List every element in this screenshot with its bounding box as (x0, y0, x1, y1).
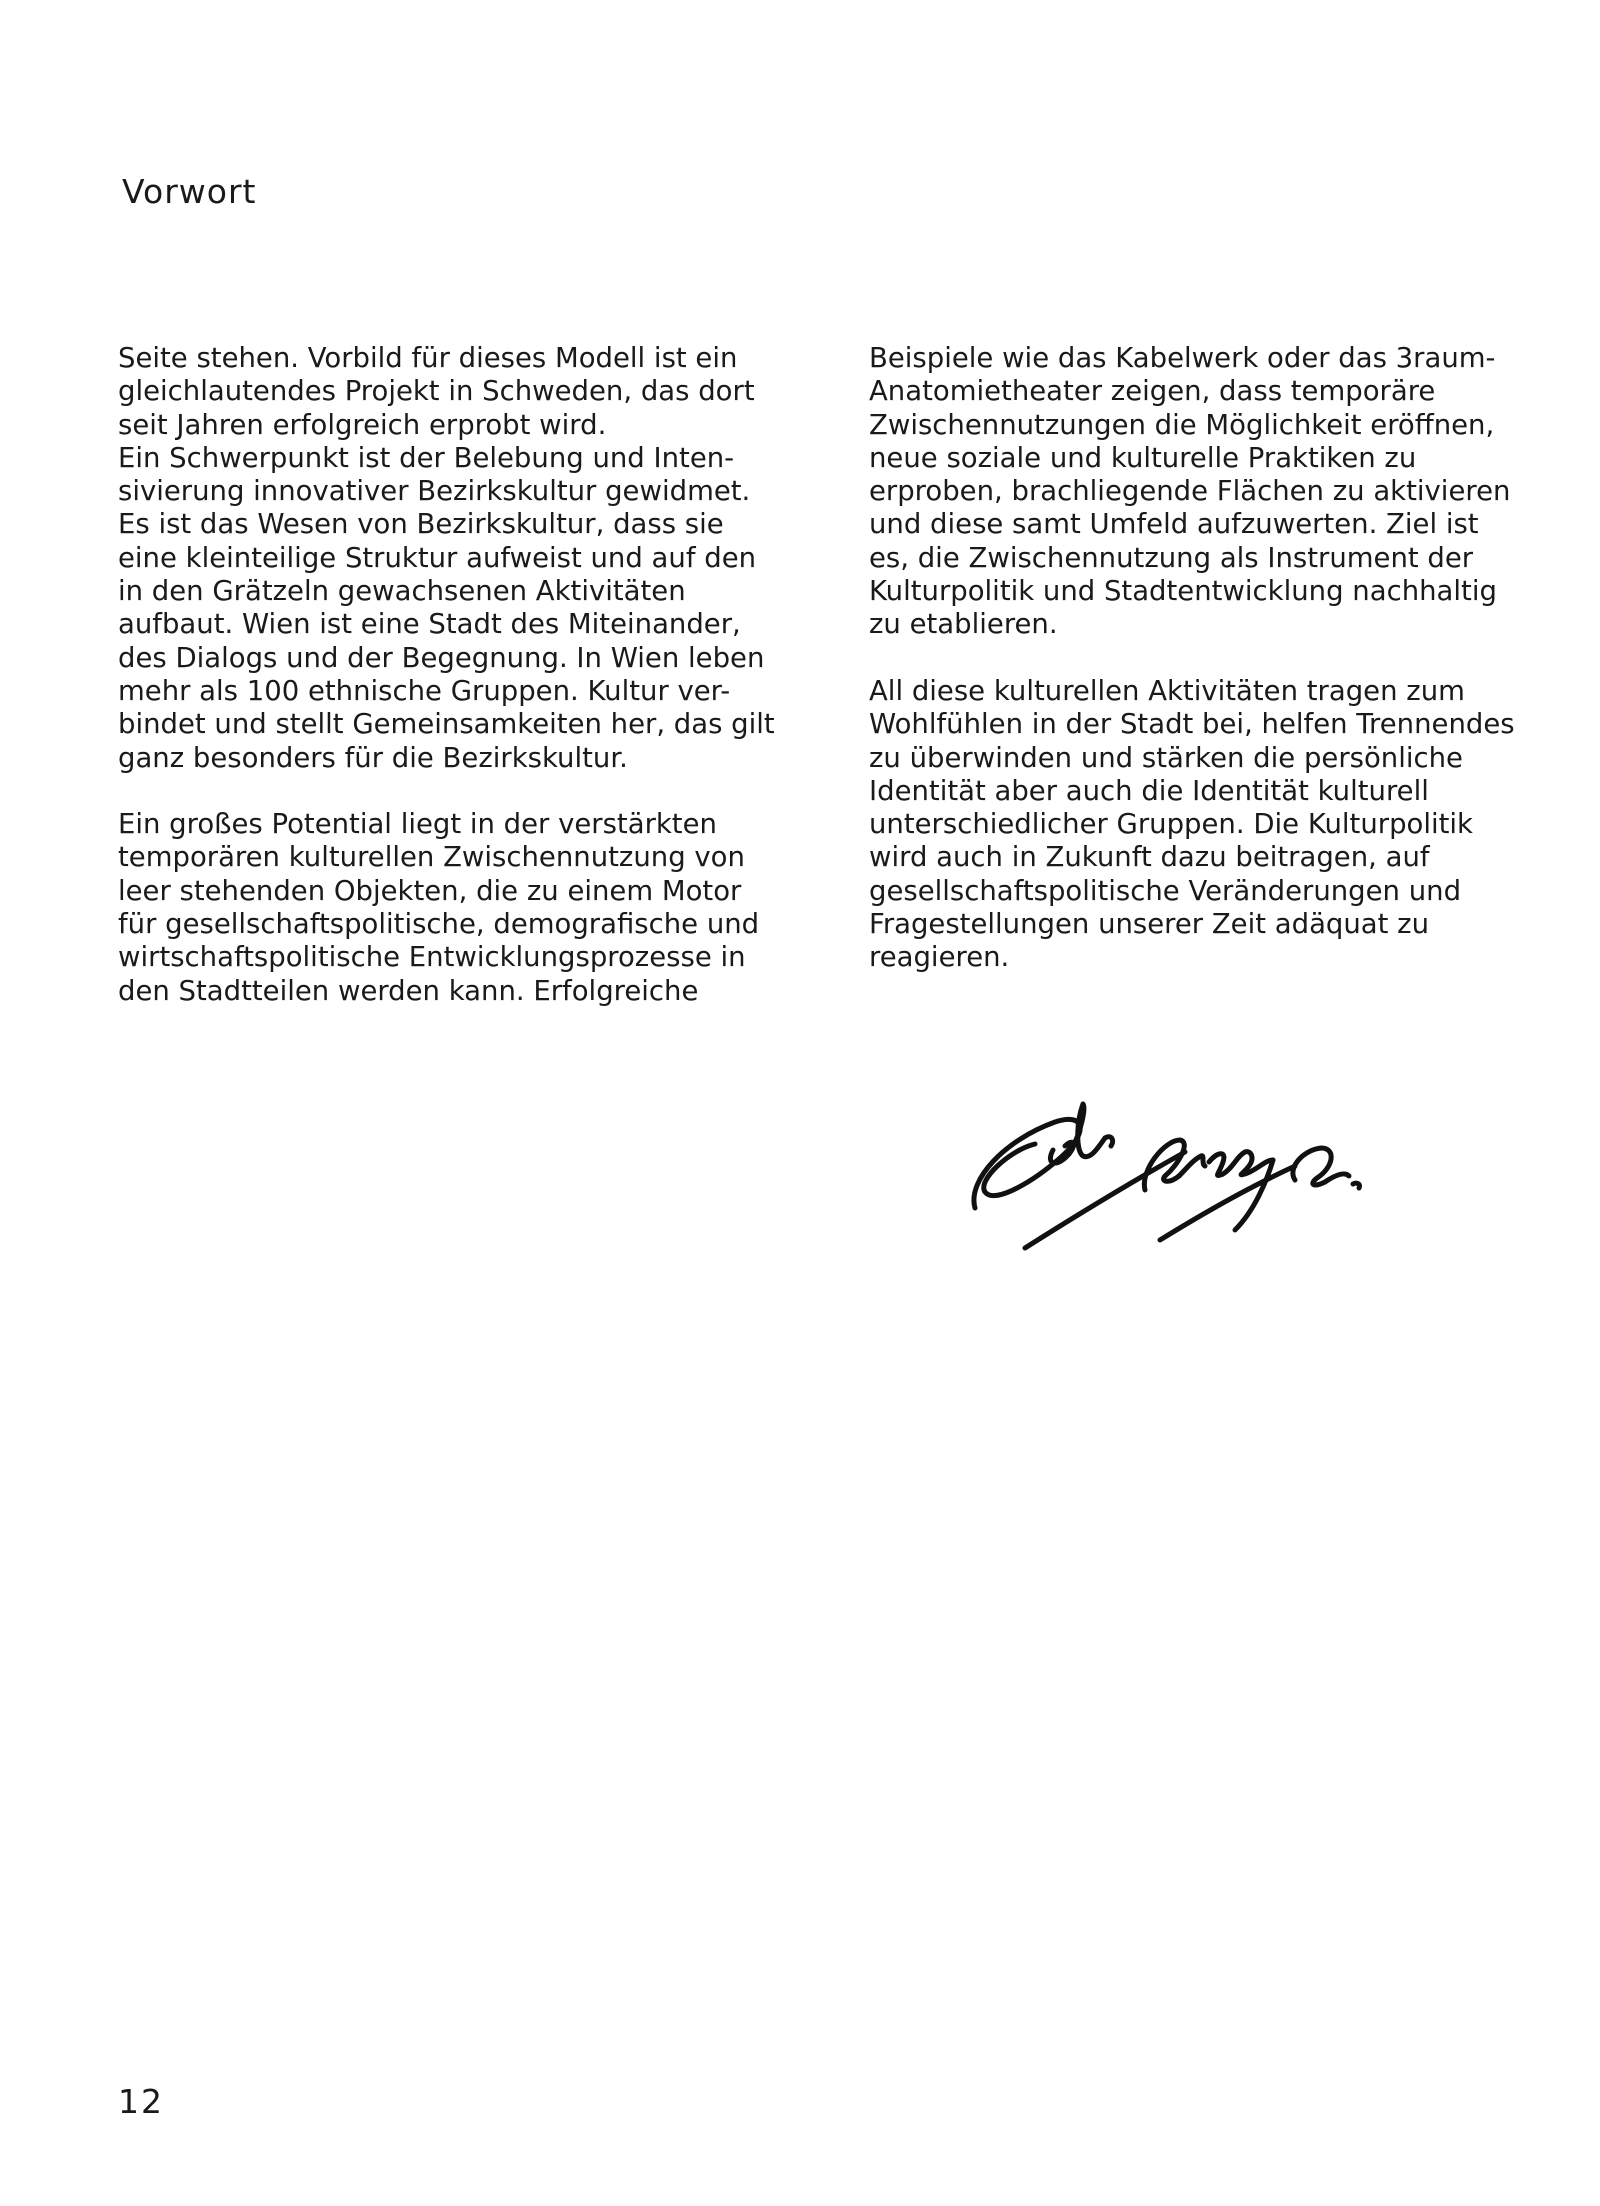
text-line: aufbaut. Wien ist eine Stadt des Miteinander, (118, 608, 741, 641)
text-line: gleichlautendes Projekt in Schweden, das dort (118, 375, 755, 408)
text-line: neue soziale und kulturelle Praktiken zu (869, 441, 1417, 474)
text-line: mehr als 100 ethnische Gruppen. Kultur ver- (118, 674, 731, 707)
text-line: den Stadtteilen werden kann. Erfolgreiche (118, 974, 699, 1007)
text-line: Seite stehen. Vorbild für dieses Modell ist ein (118, 342, 738, 374)
text-line: seit Jahren erfolgreich erprobt wird. (118, 408, 607, 441)
text-line: Identität aber auch die Identität kulturell (869, 774, 1429, 807)
text-line: sivierung innovativer Bezirkskultur gewidmet. (118, 475, 751, 508)
text-line: es, die Zwischennutzung als Instrument der (869, 541, 1474, 574)
text-line: gesellschaftspolitische Veränderungen und (869, 874, 1462, 907)
text-line: wird auch in Zukunft dazu beitragen, auf (869, 841, 1430, 874)
text-line: Kulturpolitik und Stadtentwicklung nachhaltig (869, 575, 1497, 608)
text-line: in den Grätzeln gewachsenen Aktivitäten (118, 575, 686, 608)
paragraph-gap (869, 642, 1549, 675)
text-line: All diese kulturellen Aktivitäten tragen zum (869, 674, 1465, 707)
text-line: temporären kulturellen Zwischennutzung von (118, 841, 745, 874)
text-line: Es ist das Wesen von Bezirkskultur, dass sie (118, 508, 724, 541)
text-line: Beispiele wie das Kabelwerk oder das 3raum- (869, 342, 1496, 374)
text-line: Ein großes Potential liegt in der verstärkten (118, 808, 717, 841)
text-line: leer stehenden Objekten, die zu einem Motor (118, 874, 742, 907)
text-line: ganz besonders für die Bezirkskultur. (118, 741, 628, 774)
text-line: Anatomietheater zeigen, dass temporäre (869, 375, 1436, 408)
text-line: unterschiedlicher Gruppen. Die Kulturpolitik (869, 808, 1473, 841)
paragraph-gap (118, 775, 808, 808)
text-line: und diese samt Umfeld aufzuwerten. Ziel ist (869, 508, 1479, 541)
handwritten-signature-icon (965, 1080, 1445, 1270)
right-text-column (869, 342, 1549, 975)
page-number: 12 (118, 2082, 164, 2121)
text-line: Fragestellungen unserer Zeit adäquat zu (869, 908, 1430, 941)
text-line: für gesellschaftspolitische, demografische und (118, 908, 760, 941)
text-line: Zwischennutzungen die Möglichkeit eröffnen, (869, 408, 1495, 441)
text-line: Ein Schwerpunkt ist der Belebung und Inten- (118, 441, 735, 474)
text-line: zu überwinden und stärken die persönliche (869, 741, 1463, 774)
text-line: bindet und stellt Gemeinsamkeiten her, das gilt (118, 708, 775, 741)
left-text-column (118, 342, 808, 1008)
text-line: erproben, brachliegende Flächen zu aktivieren (869, 475, 1511, 508)
text-line: eine kleinteilige Struktur aufweist und auf den (118, 541, 757, 574)
text-line: zu etablieren. (869, 608, 1058, 641)
text-line: des Dialogs und der Begegnung. In Wien leben (118, 641, 765, 674)
text-line: reagieren. (869, 941, 1010, 974)
text-line: Wohlfühlen in der Stadt bei, helfen Trennendes (869, 708, 1515, 741)
text-line: wirtschaftspolitische Entwicklungsprozesse in (118, 941, 746, 974)
page-title: Vorwort (122, 172, 257, 211)
